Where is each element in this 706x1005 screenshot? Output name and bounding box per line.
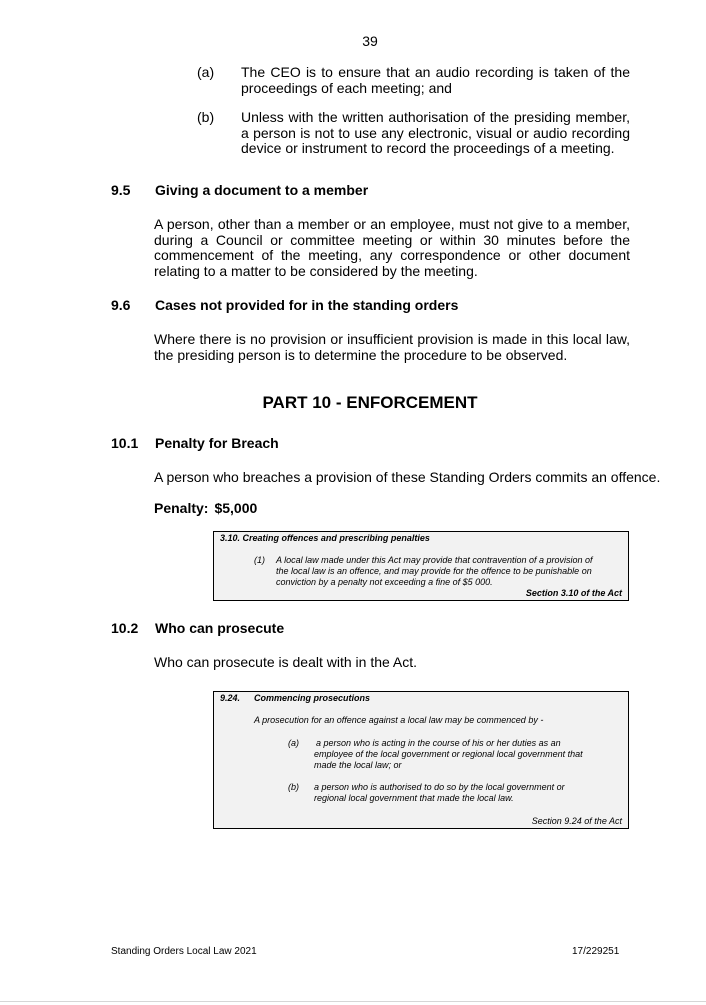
section-body-9-5: A person, other than a member or an employee, must not give to a member, during a Council or committee meeting or within 30 minutes before the commencement of the meeting, any correspondence or other document relating to a matter to be considered by the meeting. [154, 216, 630, 279]
item-label: (b) [197, 109, 215, 125]
box-text-line: A local law made under this Act may provide that contravention of a provision of [276, 555, 593, 565]
box-reference: Section 9.24 of the Act [531, 816, 622, 826]
box-item-label: (b) [288, 782, 299, 792]
item-text: Unless with the written authorisation of the presiding member, a person is not to use any electronic, visual or audio recording device or instrument to record the proceedings of a meeting. [241, 109, 630, 156]
box-sub-label: (1) [254, 555, 265, 565]
list-item [197, 110, 630, 157]
item-text: The CEO is to ensure that an audio recording is taken of the proceedings of each meeting; and [241, 64, 630, 96]
box-item-label: (a) [288, 738, 299, 748]
list-item [197, 65, 630, 96]
box-number: 9.24. [220, 693, 241, 703]
box-text-line: the local law is an offence, and may provide for the offence to be punishable on [276, 566, 592, 576]
section-title: Who can prosecute [155, 620, 285, 636]
box-heading: Commencing prosecutions [254, 693, 371, 703]
penalty-line [154, 500, 257, 516]
section-title: Giving a document to a member [155, 182, 369, 198]
section-body-10-1: A person who breaches a provision of these Standing Orders commits an offence. [154, 469, 661, 485]
penalty-label: Penalty: [154, 500, 209, 516]
box-item-line: made the local law; or [314, 760, 402, 770]
penalty-value: $5,000 [214, 500, 258, 516]
box-item-line: regional local government that made the local law. [314, 793, 514, 803]
act-excerpt-box-3-10 [213, 531, 629, 601]
footer-right: 17/229251 [572, 946, 620, 957]
act-excerpt-box-9-24 [213, 691, 629, 829]
box-reference: Section 3.10 of the Act [525, 588, 622, 598]
section-number: 10.2 [111, 620, 139, 636]
section-title: Cases not provided for in the standing orders [155, 297, 459, 313]
section-body-9-6: Where there is no provision or insufficient provision is made in this local law, the presiding person is to determine the procedure to be observed. [154, 331, 630, 363]
footer-left: Standing Orders Local Law 2021 [111, 946, 257, 957]
section-number: 9.5 [111, 182, 131, 198]
section-number: 10.1 [111, 435, 139, 451]
box-item-line: a person who is acting in the course of his or her duties as an [316, 738, 561, 748]
box-text-line: conviction by a penalty not exceeding a fine of $5 000. [276, 577, 493, 587]
box-item-line: employee of the local government or regional local government that [314, 749, 583, 759]
section-body-10-2: Who can prosecute is dealt with in the Act. [154, 654, 418, 670]
box-item-line: a person who is authorised to do so by the local government or [314, 782, 565, 792]
page-edge-divider [0, 1001, 706, 1002]
page-number: 39 [362, 33, 378, 49]
part-title: PART 10 - ENFORCEMENT [262, 393, 478, 412]
box-intro: A prosecution for an offence against a local law may be commenced by - [254, 715, 544, 725]
section-title: Penalty for Breach [155, 435, 279, 451]
section-number: 9.6 [111, 297, 131, 313]
item-label: (a) [197, 64, 215, 80]
box-heading: 3.10. Creating offences and prescribing penalties [220, 533, 430, 543]
